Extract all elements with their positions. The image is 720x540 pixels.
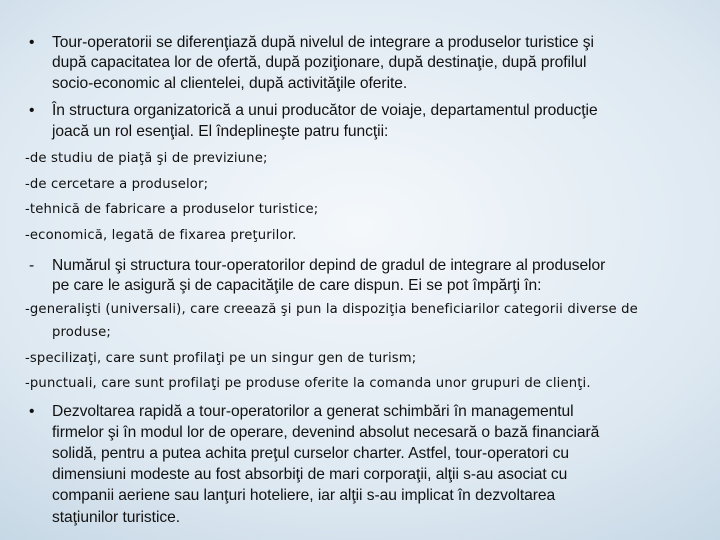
bullet-marker: • <box>29 403 35 420</box>
function-item: -de studiu de piaţă şi de previziune; <box>25 151 268 166</box>
category-item: -specilizaţi, care sunt profilaţi pe un singur gen de turism; <box>25 351 417 366</box>
category-item: -punctuali, care sunt profilaţi pe produse oferite la comanda unor grupuri de clienţi. <box>25 376 591 391</box>
bullet-text-line: joacă un rol esenţial. El îndeplineşte patru funcţii: <box>52 123 389 140</box>
dash-text-line: pe care le asigură şi de capacităţile de care dispun. Ei se pot împărţi în: <box>52 277 542 294</box>
dash-text-line: Numărul şi structura tour-operatorilor depind de gradul de integrare al produselor <box>52 257 606 274</box>
bullet-text-line: socio-economic al clientelei, după activităţile oferite. <box>52 75 408 92</box>
bullet-text-line: dimensiuni modeste au fost absorbiţi de mari corporaţii, alţii s-au asociat cu <box>52 466 568 483</box>
function-item: -de cercetare a produselor; <box>25 177 209 192</box>
category-item-continuation: produse; <box>52 325 111 340</box>
bullet-text-line: staţiunilor turistice. <box>52 509 181 526</box>
bullet-marker: • <box>29 102 35 119</box>
bullet-text-line: Tour-operatorii se diferenţiază după nivelul de integrare a produselor turistice şi <box>52 34 594 51</box>
category-item: -generalişti (universali), care creează şi pun la dispoziţia beneficiarilor categorii diverse de <box>25 302 638 317</box>
bullet-text-line: solidă, pentru a putea achita preţul curselor charter. Astfel, tour-operatori cu <box>52 445 569 462</box>
function-item: -economică, legată de fixarea preţurilor. <box>25 228 297 243</box>
bullet-text-line: În structura organizatorică a unui producător de voiaje, departamentul producţie <box>52 102 598 119</box>
bullet-marker: • <box>29 34 35 51</box>
bullet-text-line: companii aeriene sau lanţuri hoteliere, iar alţii s-au implicat în dezvoltarea <box>52 487 556 504</box>
bullet-text-line: firmelor şi în modul lor de operare, devenind absolut necesară o bază financiară <box>52 424 600 441</box>
bullet-text-line: după capacitatea lor de ofertă, după poziţionare, după destinaţie, după profilul <box>52 54 587 71</box>
function-item: -tehnică de fabricare a produselor turistice; <box>25 202 319 217</box>
bullet-text-line: Dezvoltarea rapidă a tour-operatorilor a generat schimbări în managementul <box>52 403 574 420</box>
dash-marker: - <box>29 257 35 274</box>
